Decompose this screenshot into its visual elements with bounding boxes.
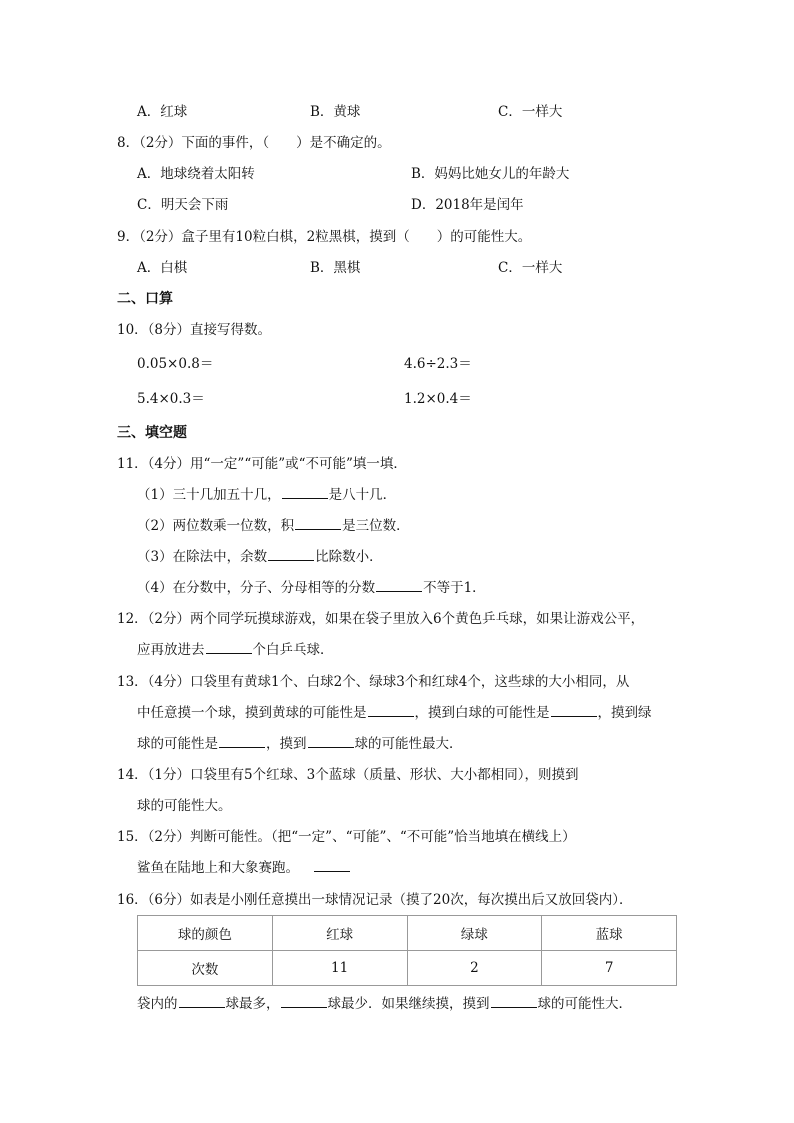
table-row (138, 951, 677, 986)
q7-option-b: B．黄球 (310, 104, 361, 120)
q13-text-a: 中任意摸一个球，摸到黄球的可能性是 (137, 705, 367, 721)
table-cell: 11 (272, 951, 407, 986)
q11-part-1 (137, 486, 396, 504)
q11-part-1-text-a: （1）三十几加五十几， (137, 487, 281, 503)
q13-line-1: 13．（4分）口袋里有黄球1个、白球2个、绿球3个和红球4个，这些球的大小相同，从 (117, 674, 630, 690)
section-heading-mental-math: 二、口算 (117, 291, 173, 307)
q11-part-4-text-b: 不等于1． (423, 580, 486, 596)
q11-part-2-blank[interactable] (295, 517, 341, 530)
q10-expr-4: 1.2×0.4＝ (404, 391, 472, 407)
section-heading-fill-blanks: 三、填空题 (117, 425, 187, 441)
q12-line-2 (137, 641, 334, 659)
q8-option-c: C．明天会下雨 (137, 197, 229, 213)
q13-text-e: ，摸到 (266, 736, 307, 752)
q13-blank-4[interactable] (308, 735, 354, 748)
q10-expr-3: 5.4×0.3＝ (137, 391, 205, 407)
q11-part-1-text-b: 是八十几． (328, 487, 397, 503)
q13-blank-2[interactable] (551, 704, 597, 717)
q9-option-c: C．一样大 (498, 260, 563, 276)
table-row-label: 次数 (138, 951, 273, 986)
q11-part-3-text-b: 比除数小． (315, 549, 383, 565)
q12-text-b: 个白乒乓球． (252, 642, 334, 658)
q7-option-c: C．一样大 (498, 104, 563, 120)
q16-question (137, 995, 632, 1013)
q16-text-d: 球的可能性大． (537, 996, 632, 1012)
q8-stem: 8．（2分）下面的事件，（ ）是不确定的。 (117, 135, 391, 151)
q8-option-a: A．地球绕着太阳转 (137, 166, 255, 182)
q16-text-a: 袋内的 (137, 996, 178, 1012)
q11-part-2-text-b: 是三位数． (342, 518, 410, 534)
q10-stem: 10．（8分）直接写得数。 (117, 322, 272, 338)
q11-part-3-text-a: （3）在除法中，余数 (137, 549, 268, 565)
q7-option-a: A．红球 (137, 104, 188, 120)
table-cell: 7 (542, 951, 677, 986)
q11-part-2-text-a: （2）两位数乘一位数，积 (137, 518, 295, 534)
q11-part-2 (137, 517, 410, 535)
q12-text-a: 应再放进去 (137, 642, 205, 658)
q11-part-4 (137, 579, 486, 597)
q15-blank[interactable] (314, 859, 350, 872)
q15-text: 鲨鱼在陆地上和大象赛跑。 (137, 860, 299, 876)
table-header-cell: 球的颜色 (138, 916, 273, 951)
q11-part-3 (137, 548, 383, 566)
q15-line-1: 15．（2分）判断可能性。（把“一定”、“可能”、“不可能”恰当地填在横线上） (117, 829, 576, 845)
q14-line-1: 14．（1分）口袋里有5个红球、3个蓝球（质量、形状、大小都相同），则摸到 (117, 767, 579, 783)
q9-stem: 9．（2分）盒子里有10粒白棋，2粒黑棋，摸到（ ）的可能性大。 (117, 229, 532, 245)
q16-blank-1[interactable] (179, 995, 225, 1008)
table-header-cell: 蓝球 (542, 916, 677, 951)
q13-line-2 (137, 704, 652, 722)
table-header-cell: 绿球 (407, 916, 542, 951)
q11-part-4-text-a: （4）在分数中，分子、分母相等的分数 (137, 580, 376, 596)
q8-option-d: D．2018年是闰年 (411, 197, 524, 213)
q13-text-d: 球的可能性是 (137, 736, 218, 752)
q13-blank-3[interactable] (219, 735, 265, 748)
q10-expr-1: 0.05×0.8＝ (137, 356, 214, 372)
table-header-cell: 红球 (272, 916, 407, 951)
q15-line-2 (137, 859, 351, 877)
q13-blank-1[interactable] (368, 704, 414, 717)
q9-option-b: B．黑棋 (310, 260, 361, 276)
q14-line-2: 球的可能性大。 (137, 798, 232, 814)
q16-text-c: 球最少．如果继续摸，摸到 (327, 996, 490, 1012)
q13-text-f: 球的可能性最大． (354, 736, 463, 752)
q16-blank-3[interactable] (491, 995, 537, 1008)
q8-option-b: B．妈妈比她女儿的年龄大 (411, 166, 570, 182)
q16-blank-2[interactable] (281, 995, 327, 1008)
q12-line-1: 12．（2分）两个同学玩摸球游戏，如果在袋子里放入6个黄色乒乓球，如果让游戏公平， (117, 611, 645, 627)
q16-stem: 16．（6分）如表是小刚任意摸出一球情况记录（摸了20次，每次摸出后又放回袋内）． (117, 892, 633, 908)
q11-part-1-blank[interactable] (282, 486, 328, 499)
ball-record-table (137, 915, 677, 986)
q12-blank[interactable] (206, 641, 252, 654)
q11-stem: 11．（4分）用“一定”“可能”或“不可能”填一填． (117, 456, 407, 472)
q10-expr-2: 4.6÷2.3＝ (404, 356, 472, 372)
q11-part-4-blank[interactable] (376, 579, 422, 592)
q16-text-b: 球最多， (225, 996, 280, 1012)
q13-text-c: ，摸到绿 (597, 705, 652, 721)
q13-line-3 (137, 735, 463, 753)
q9-option-a: A．白棋 (137, 260, 188, 276)
table-header-row (138, 916, 677, 951)
table-cell: 2 (407, 951, 542, 986)
q13-text-b: ，摸到白球的可能性是 (414, 705, 550, 721)
q11-part-3-blank[interactable] (268, 548, 314, 561)
